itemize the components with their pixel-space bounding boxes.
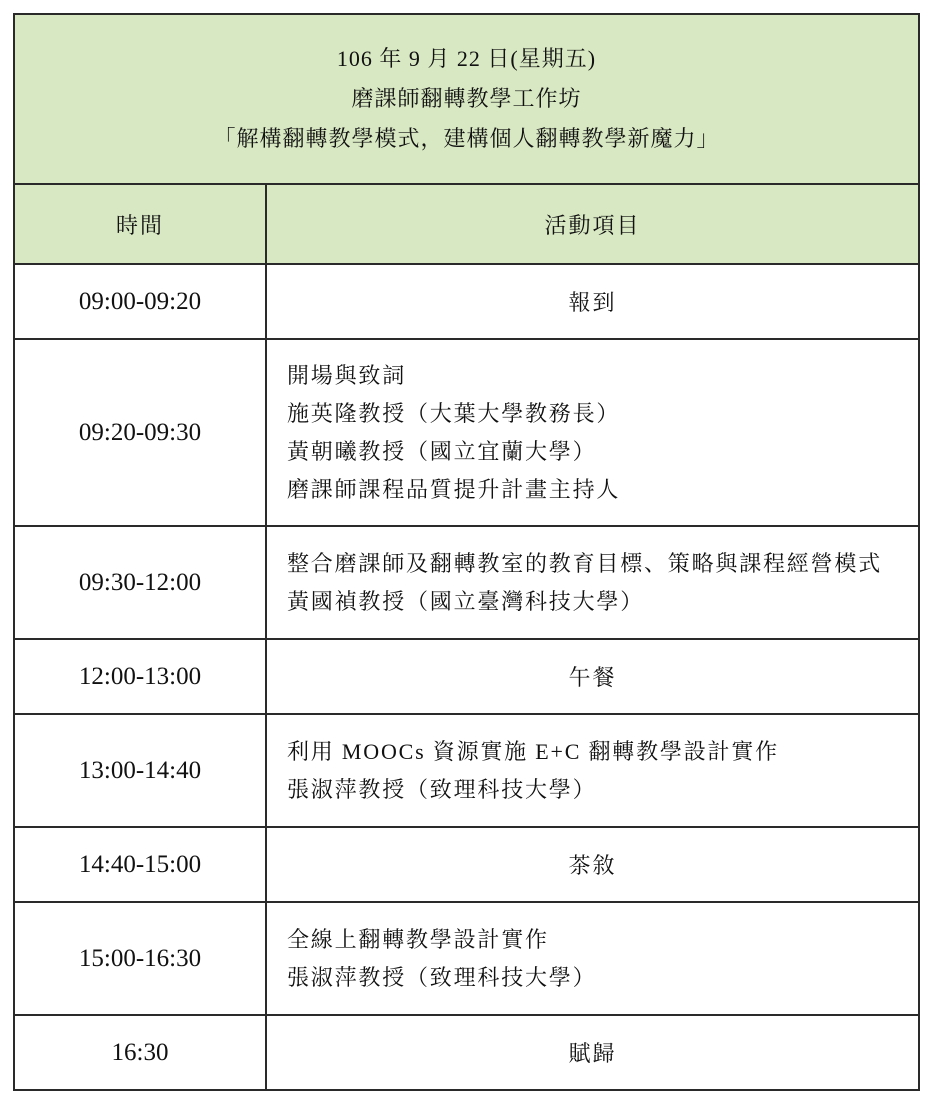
- table-row: [14, 1015, 919, 1090]
- table-row: [14, 264, 919, 339]
- activity-cell: 午餐: [266, 639, 919, 714]
- activity-cell: [266, 902, 919, 1015]
- activity-column-header: 活動項目: [266, 184, 919, 264]
- activity-cell: 報到: [266, 264, 919, 339]
- activity-line: 全線上翻轉教學設計實作: [287, 926, 549, 952]
- activity-cell: [266, 526, 919, 639]
- activity-line: 黃朝曦教授（國立宜蘭大學）: [287, 438, 597, 464]
- activity-cell: 茶敘: [266, 827, 919, 902]
- activity-cell: [266, 339, 919, 526]
- time-cell: 09:20-09:30: [14, 339, 266, 526]
- table-row: [14, 339, 919, 526]
- time-cell: 09:00-09:20: [14, 264, 266, 339]
- activity-line: 施英隆教授（大葉大學教務長）: [287, 400, 621, 426]
- time-cell: 14:40-15:00: [14, 827, 266, 902]
- column-header-row: [14, 184, 919, 264]
- activity-cell: [266, 714, 919, 827]
- event-title: 磨課師翻轉教學工作坊: [351, 86, 582, 111]
- time-cell: 12:00-13:00: [14, 639, 266, 714]
- event-date: 106 年 9 月 22 日(星期五): [336, 46, 597, 71]
- header-cell: [14, 14, 919, 184]
- activity-line: 張淑萍教授（致理科技大學）: [287, 776, 597, 802]
- table-row: [14, 902, 919, 1015]
- event-subtitle: 「解構翻轉教學模式，建構個人翻轉教學新魔力」: [213, 126, 720, 151]
- schedule-table: [13, 13, 920, 1091]
- header-row: [14, 14, 919, 184]
- table-row: [14, 639, 919, 714]
- table-row: [14, 714, 919, 827]
- activity-line: 張淑萍教授（致理科技大學）: [287, 964, 597, 990]
- activity-line: 磨課師課程品質提升計畫主持人: [287, 476, 621, 502]
- activity-line: 黃國禎教授（國立臺灣科技大學）: [287, 588, 645, 614]
- time-cell: 15:00-16:30: [14, 902, 266, 1015]
- time-column-header: 時間: [14, 184, 266, 264]
- activity-line: 利用 MOOCs 資源實施 E+C 翻轉教學設計實作: [287, 738, 779, 764]
- table-row: [14, 827, 919, 902]
- activity-line: 整合磨課師及翻轉教室的教育目標、策略與課程經營模式: [287, 550, 883, 576]
- time-cell: 09:30-12:00: [14, 526, 266, 639]
- activity-line: 開場與致詞: [287, 362, 407, 388]
- time-cell: 13:00-14:40: [14, 714, 266, 827]
- activity-cell: 賦歸: [266, 1015, 919, 1090]
- time-cell: 16:30: [14, 1015, 266, 1090]
- table-row: [14, 526, 919, 639]
